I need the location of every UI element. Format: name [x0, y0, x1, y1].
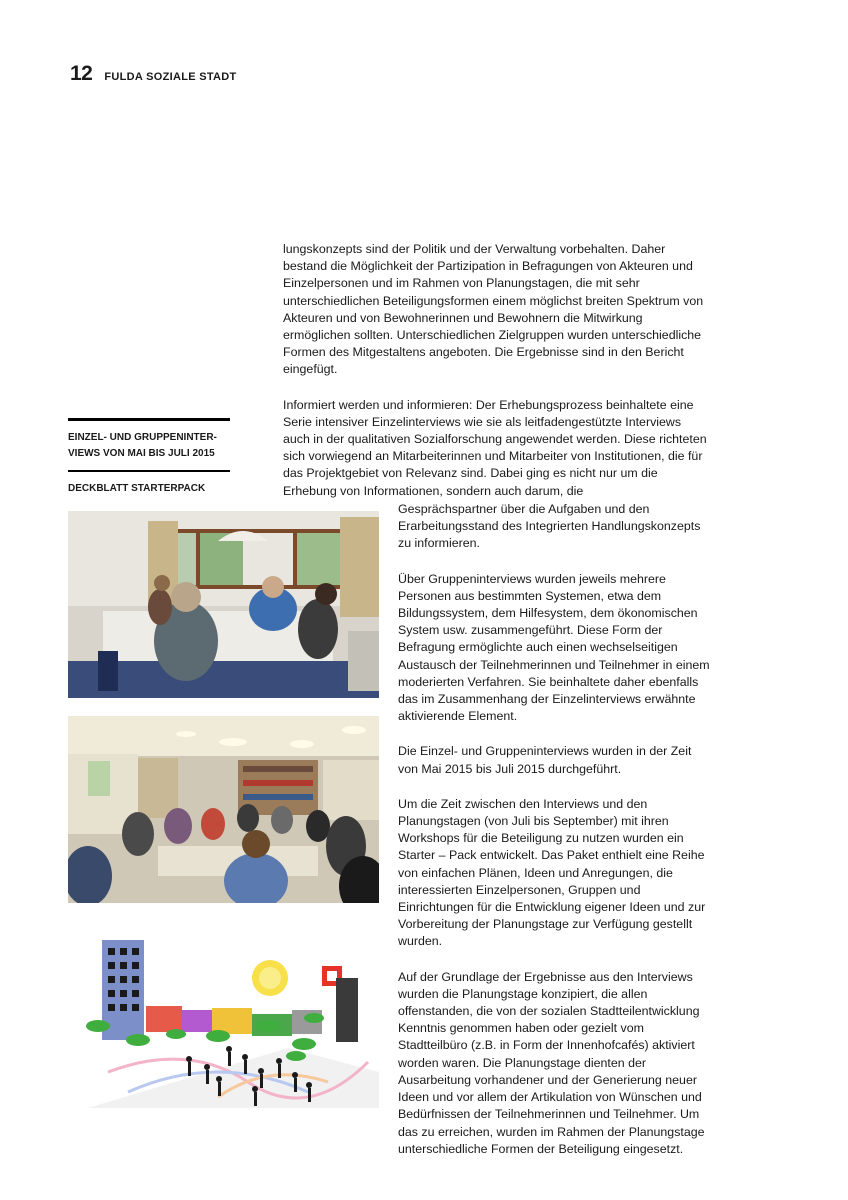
meeting-photo-small-image — [68, 511, 379, 698]
paragraph-intro: lungskonzepts sind der Politik und der Verwaltung vorbehalten. Daher bestand die Möglichkeit der Partizipation in Befragungen von Akteuren und Einzelpersonen und im Rahmen von Planungstagen, die mit sehr unterschiedlichen Beteiligungsformen einem möglichst breiten Spektrum von Akteuren und von Bewohnerinnen und Bewohnern die Mitwirkung ermöglichen sollten. Unterschiedlichen Zielgruppen wurden unterschiedliche Formen des Mitgestaltens angeboten. Die Ergebnisse sind in den Bericht eingefügt. — [283, 242, 704, 377]
running-title: FULDA SOZIALE STADT — [104, 71, 237, 83]
sidebar-label-interviews: EINZEL- UND GRUPPENINTER- VIEWS VON MAI BIS JULI 2015 — [68, 432, 217, 459]
paragraph-zeitraum: Die Einzel- und Gruppeninterviews wurden in der Zeit von Mai 2015 bis Juli 2015 durchgeführt. — [398, 744, 692, 776]
divider — [68, 418, 230, 421]
meeting-photo-small — [68, 511, 379, 698]
group-meeting-photo-image — [68, 716, 379, 903]
paragraph-gruppeninterviews: Über Gruppeninterviews wurden jeweils mehrere Personen aus bestimmten Systemen, etwa dem Bildungssystem, dem Hilfesystem, dem ökonomischen System usw. zusammengeführt. Diese Form der Befragung ermöglichte auch einen wechselseitigen Austausch der Teilnehmerinnen und Teilnehmer in einem moderierten Verfahren. Sie beinhaltete daher ebenfalls das im Zusammenhang der Einzelinterviews erwähnte aktivierende Element. — [398, 571, 710, 724]
text-column-main — [398, 501, 714, 1176]
divider — [68, 470, 230, 472]
sidebar-interviews — [68, 418, 230, 497]
paragraph-starterpack: Um die Zeit zwischen den Interviews und den Planungstagen (von Juli bis September) mit ihren Workshops für die Beteiligung zu nutzen wurden ein Starter – Pack entwickelt. Das Paket enthielt eine Reihe von einfachen Plänen, Ideen und Anregungen, die interessierten Einzelpersonen, Gruppen und Einrichtungen für die Entwicklung eigener Ideen und zur Vorbereitung der Planungstage zur Verfügung gestellt wurden. — [398, 796, 706, 949]
text-column-upper — [283, 241, 708, 500]
page-header — [70, 62, 237, 86]
sidebar-label-starterpack: DECKBLATT STARTERPACK — [68, 483, 206, 494]
paragraph-informiert: Informiert werden und informieren: Der Erhebungsprozess beinhaltete eine Serie intensiver Einzelinterviews wie sie als leitfadengestützte Interviews auch in der qualitativen Sozialforschung angewendet werden. Diese richteten sich vorwiegend an Mitarbeiterinnen und Mitarbeiter von Institutionen, die für das Projektgebiet von Relevanz sind. Dabei ging es nicht nur um die Erhebung von Informationen, sondern auch darum, die — [283, 397, 707, 498]
paragraph-planungstage: Auf der Grundlage der Ergebnisse aus den Interviews wurden die Planungstage konzipiert, die allen offenstanden, die von der sozialen Stadtteilentwicklung Kenntnis genommen haben oder gezielt vom Stadtteilbüro (z.B. in Form der Innenhofcafés) aktiviert worden waren. Die Planungstage dienten der Ausarbeitung vorhandener und der Generierung neuer Ideen und vor allem der Artikulation von Wünschen und Bedürfnissen der Teilnehmerinnen und Teilnehmer. Um das zu erreichen, wurden im Rahmen der Planungstage unterschiedliche Formen der Beteiligung eingesetzt. — [398, 969, 705, 1156]
group-meeting-photo — [68, 716, 379, 903]
starterpack-cover-illustration — [68, 922, 379, 1108]
page-number: 12 — [70, 62, 93, 85]
paragraph-informiert-cont: Gesprächspartner über die Aufgaben und den Erarbeitungsstand des Integrierten Handlungskonzepts zu informieren. — [398, 502, 701, 551]
starterpack-cover-image — [68, 922, 379, 1108]
